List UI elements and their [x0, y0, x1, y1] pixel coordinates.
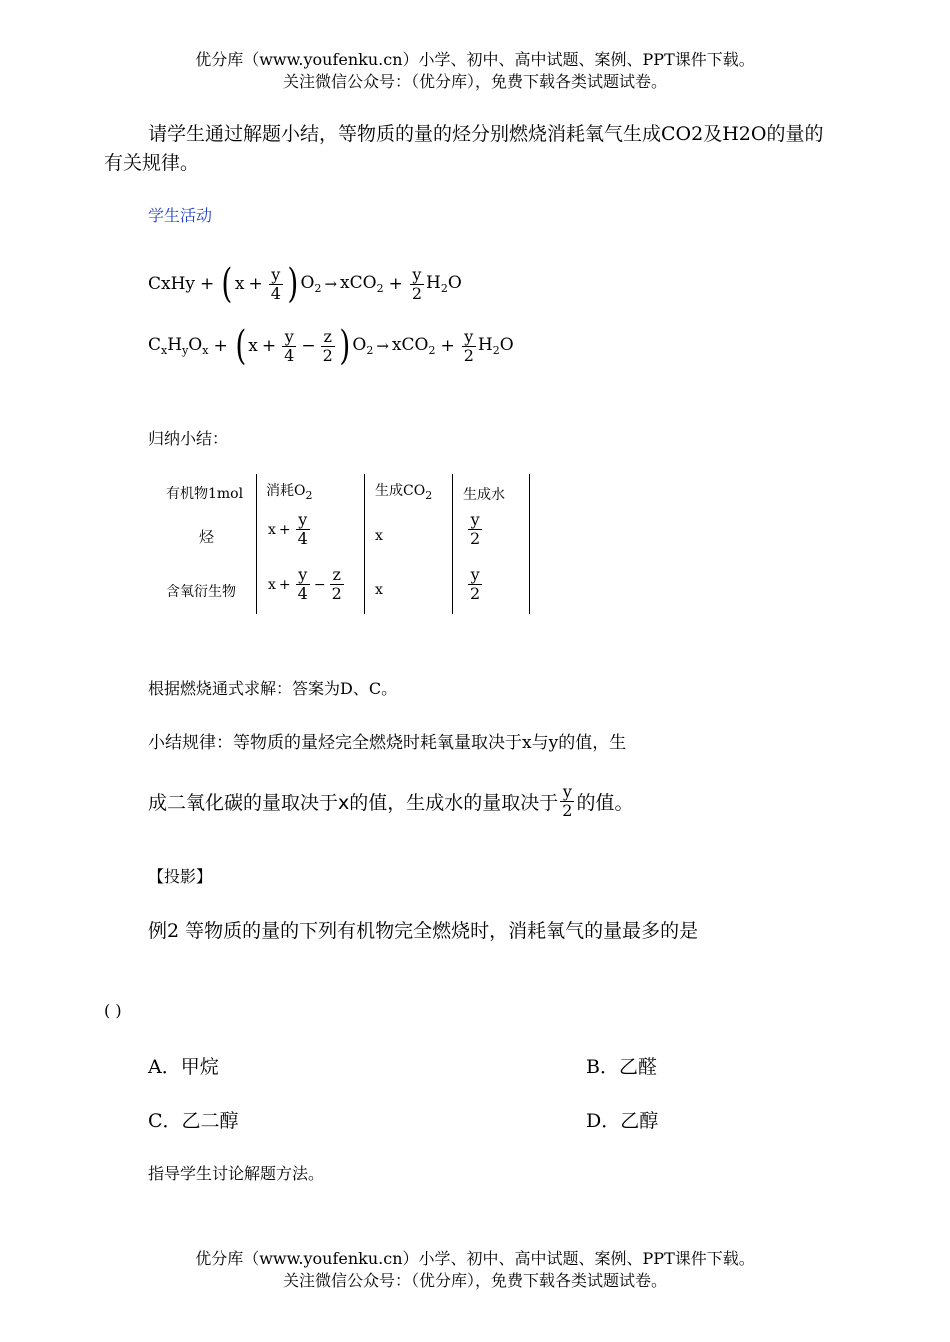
table-row-1-water: $\frac{y}{2}$ [470, 510, 481, 548]
left-paren: ( [221, 261, 233, 307]
table-row-2-name: 含氧衍生物 [166, 584, 236, 600]
eq1-plus-2: + [248, 274, 263, 294]
eq1-reactant: CxHy [148, 274, 196, 294]
eq1-co2: xCO$_2$ [340, 273, 384, 295]
header-line-2: 关注微信公众号：（优分库），免费下载各类试题试卷。 [282, 72, 667, 91]
fraction-y-2: $\frac{y}{2}$ [411, 264, 423, 303]
reaction-arrow-icon-2: → [376, 337, 389, 355]
table-header-o2: 消耗$O_2$ [266, 483, 313, 502]
left-paren-2: ( [235, 323, 246, 369]
fraction-z-2: $\frac{z}{2}$ [322, 326, 333, 365]
table-row-1-co2: x [375, 528, 383, 544]
fraction-y-2-b: $\frac{y}{2}$ [463, 326, 474, 365]
intro-line-2: 有关规律。 [104, 152, 200, 174]
eq2-minus: − [301, 336, 316, 356]
rule-line-1: 小结规律：等物质的量烃完全燃烧时耗氧量取决于x与y的值，生 [148, 733, 627, 753]
activity-label: 学生活动 [148, 206, 213, 225]
right-paren: ) [287, 261, 299, 307]
eq2-co2: xCO$_2$ [391, 335, 436, 357]
eq1-water: $H_2O$ [426, 273, 462, 295]
eq1-plus-3: + [388, 274, 403, 294]
equation-hydrocarbon [148, 261, 462, 307]
answer-blank: ( ) [104, 1001, 122, 1020]
table-header-co2: 生成$CO_2$ [375, 483, 433, 502]
option-c: C．乙二醇 [148, 1110, 239, 1132]
table-row-2-water: $\frac{y}{2}$ [470, 565, 481, 603]
right-paren-2: ) [339, 323, 351, 369]
fraction-y-4-b: $\frac{y}{4}$ [284, 326, 295, 365]
eq2-plus-2: + [261, 336, 277, 356]
equation-oxygen-derivative [148, 323, 514, 369]
eq1-x: x [234, 274, 245, 294]
eq2-plus: + [213, 336, 228, 356]
guide-text: 指导学生讨论解题方法。 [148, 1164, 325, 1183]
intro-line-1: 请学生通过解题小结，等物质的量的烃分别燃烧消耗氧气生成CO2及H2O的量的 [148, 123, 824, 145]
eq1-plus: + [200, 274, 215, 294]
rule-line-2: 成二氧化碳的量取决于x的值，生成水的量取决于 $\frac{y}{2}$ 的值。 [148, 782, 634, 820]
footer-line-2: 关注微信公众号：（优分库），免费下载各类试题试卷。 [282, 1271, 667, 1290]
eq2-x: x [248, 336, 258, 356]
eq2-plus-3: + [440, 336, 455, 356]
solve-text: 根据燃烧通式求解：答案为D、C。 [148, 679, 398, 698]
header-line-1: 优分库（www.youfenku.cn）小学、初中、高中试题、案例、PPT课件下载。 [195, 50, 755, 69]
option-d: D．乙醇 [586, 1110, 659, 1132]
eq2-oxygen: $O_2$ [352, 335, 374, 357]
option-b: B．乙醛 [586, 1056, 657, 1078]
eq2-water: $H_2O$ [477, 335, 514, 357]
table-row-2-o2: x + $\frac{y}{4}$ − $\frac{z}{2}$ [268, 565, 342, 603]
table-row-1-name: 烃 [199, 528, 215, 546]
fraction-y-2-rule: $\frac{y}{2}$ [562, 782, 573, 820]
projection-label: 【投影】 [148, 867, 213, 886]
option-a: A．甲烷 [148, 1056, 219, 1078]
table-header-water: 生成水 [463, 487, 505, 503]
table-row-2-co2: x [375, 582, 383, 598]
eq2-reactant: $C_xH_yO_x$ [148, 335, 209, 357]
eq1-oxygen: $O_2$ [300, 273, 322, 295]
summary-label: 归纳小结： [148, 429, 229, 448]
table-header-compound: 有机物1mol [166, 486, 244, 502]
reaction-arrow-icon: → [324, 275, 338, 293]
fraction-y-4: $\frac{y}{4}$ [270, 264, 281, 303]
table-row-1-o2: x + $\frac{y}{4}$ [268, 510, 308, 548]
footer-line-1: 优分库（www.youfenku.cn）小学、初中、高中试题、案例、PPT课件下载。 [195, 1249, 755, 1268]
example-question: 例2 等物质的量的下列有机物完全燃烧时，消耗氧气的量最多的是 [148, 920, 699, 942]
